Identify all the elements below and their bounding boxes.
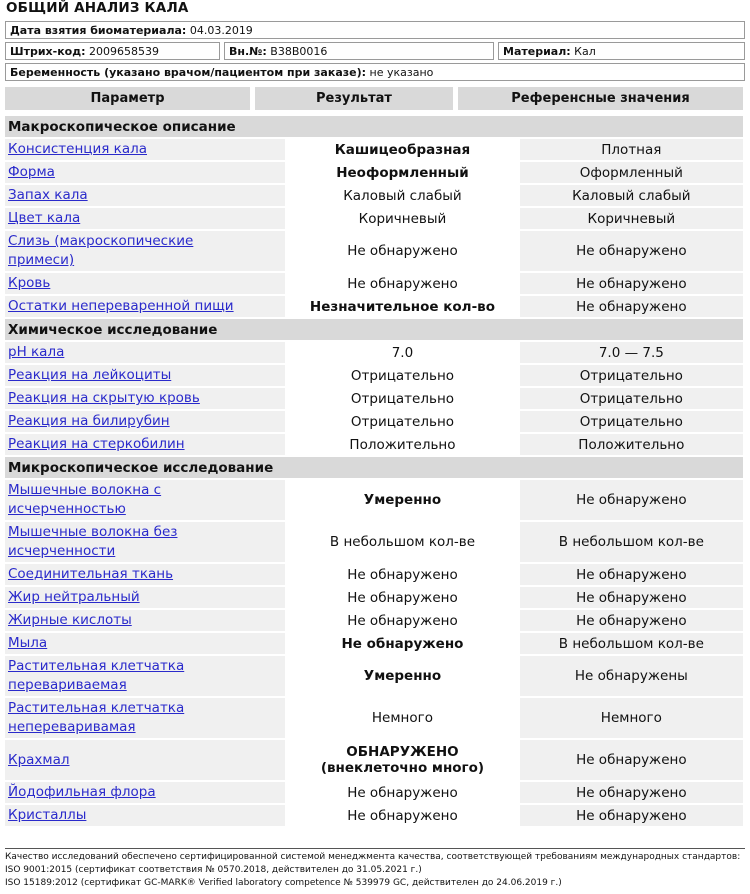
reference-cell: Не обнаружено <box>520 610 743 631</box>
param-link[interactable]: Жир нейтральный <box>8 589 140 605</box>
barcode-field <box>5 42 220 60</box>
result-cell <box>291 365 514 386</box>
result-cell <box>291 740 514 780</box>
reference-cell: Положительно <box>520 434 743 455</box>
collection-date-field <box>5 21 745 39</box>
result-cell <box>291 162 514 183</box>
param-cell <box>5 273 285 294</box>
table-row <box>5 162 743 183</box>
param-link[interactable]: Реакция на лейкоциты <box>8 367 172 383</box>
param-cell <box>5 411 285 432</box>
param-cell <box>5 564 285 585</box>
param-link[interactable]: исчерченности <box>8 543 116 559</box>
result-cell <box>291 388 514 409</box>
result-value: Неоформленный <box>336 164 469 181</box>
section-header <box>5 457 743 478</box>
param-link[interactable]: примеси) <box>8 252 75 268</box>
result-value: Незначительное кол-во <box>309 298 495 315</box>
table-row <box>5 522 743 562</box>
footer-line-3: ISO 15189:2012 (сертификат GC-MARK® Verified laboratory competence № 539979 GC, действителен до 24.06.2019 г.) <box>5 878 562 888</box>
table-row <box>5 564 743 585</box>
reference-cell: Не обнаружены <box>520 656 743 696</box>
table-row <box>5 434 743 455</box>
param-cell <box>5 480 285 520</box>
barcode-value: 2009658539 <box>89 45 160 58</box>
table-row <box>5 698 743 738</box>
footer <box>5 848 745 890</box>
param-link[interactable]: Запах кала <box>8 187 88 203</box>
param-cell <box>5 805 285 826</box>
ext-number-field <box>224 42 494 60</box>
pregnancy-field <box>5 63 745 81</box>
reference-cell: Отрицательно <box>520 388 743 409</box>
result-cell <box>291 564 514 585</box>
param-link[interactable]: Мыла <box>8 635 48 651</box>
footer-line-1: Качество исследований обеспечено сертифицированной системой менеджмента качества, соответствующей требованиям международных стандартов: <box>5 852 741 862</box>
table-row <box>5 782 743 803</box>
result-cell <box>291 698 514 738</box>
result-cell <box>291 208 514 229</box>
table-row <box>5 480 743 520</box>
reference-cell: Немного <box>520 698 743 738</box>
table-row <box>5 185 743 206</box>
result-cell <box>291 480 514 520</box>
param-link[interactable]: Слизь (макроскопические <box>8 233 194 249</box>
report-title: ОБЩИЙ АНАЛИЗ КАЛА <box>6 0 189 16</box>
result-value: Не обнаружено <box>347 243 458 259</box>
param-cell <box>5 162 285 183</box>
result-value: В небольшом кол-ве <box>329 534 476 550</box>
param-link[interactable]: перевариваемая <box>8 677 127 693</box>
section-header <box>5 116 743 137</box>
param-cell <box>5 587 285 608</box>
collection-date-label: Дата взятия биоматериала: <box>10 24 187 37</box>
param-cell <box>5 231 285 271</box>
result-value: ОБНАРУЖЕНО <box>346 744 459 760</box>
table-row <box>5 610 743 631</box>
param-cell <box>5 782 285 803</box>
table-row <box>5 633 743 654</box>
result-cell <box>291 633 514 654</box>
result-value: Не обнаружено <box>347 275 458 292</box>
reference-cell: Оформленный <box>520 162 743 183</box>
param-cell <box>5 633 285 654</box>
section-header <box>5 319 743 340</box>
result-value: Не обнаружено <box>341 635 464 652</box>
section-title: Макроскопическое описание <box>5 116 743 137</box>
param-link[interactable]: Консистенция кала <box>8 141 147 157</box>
param-cell <box>5 656 285 696</box>
result-value: Кашицеобразная <box>334 141 471 158</box>
reference-cell: Не обнаружено <box>520 296 743 317</box>
param-link[interactable]: Реакция на скрытую кровь <box>8 390 200 406</box>
table-row <box>5 365 743 386</box>
reference-cell: Не обнаружено <box>520 782 743 803</box>
result-cell <box>291 782 514 803</box>
param-link[interactable]: Мышечные волокна без <box>8 524 178 540</box>
result-value: Умеренно <box>363 492 442 508</box>
material-label: Материал: <box>503 45 571 58</box>
result-value: Не обнаружено <box>347 566 458 583</box>
reference-cell: Не обнаружено <box>520 231 743 271</box>
result-cell <box>291 434 514 455</box>
param-link[interactable]: исчерченностью <box>8 501 126 517</box>
result-value: Положительно <box>349 436 456 453</box>
reference-cell: Отрицательно <box>520 411 743 432</box>
column-header-ref: Референсные значения <box>458 87 743 110</box>
result-value: (внеклеточно много) <box>320 760 485 776</box>
param-link[interactable]: Соединительная ткань <box>8 566 174 582</box>
param-cell <box>5 434 285 455</box>
reference-cell: Каловый слабый <box>520 185 743 206</box>
param-link[interactable]: Цвет кала <box>8 210 81 226</box>
result-value: Коричневый <box>358 210 447 227</box>
ext-number-label: Вн.№: <box>229 45 267 58</box>
table-row <box>5 388 743 409</box>
result-value: Не обнаружено <box>347 589 458 606</box>
result-value: Отрицательно <box>350 367 455 384</box>
material-field <box>498 42 745 60</box>
param-link[interactable]: Растительная клетчатка <box>8 700 185 716</box>
result-value: Не обнаружено <box>347 612 458 629</box>
param-cell <box>5 698 285 738</box>
result-cell <box>291 411 514 432</box>
barcode-label: Штрих-код: <box>10 45 86 58</box>
result-value: Отрицательно <box>350 390 455 407</box>
param-link[interactable]: Кристаллы <box>8 807 87 823</box>
reference-cell: Не обнаружено <box>520 273 743 294</box>
result-cell <box>291 231 514 271</box>
result-cell <box>291 273 514 294</box>
result-cell <box>291 139 514 160</box>
column-header-result: Результат <box>255 87 453 110</box>
table-row <box>5 805 743 826</box>
footer-line-2: ISO 9001:2015 (сертификат соответствия № 0570.2018, действителен до 31.05.2021 г.) <box>5 865 422 875</box>
reference-cell: Коричневый <box>520 208 743 229</box>
ext-number-value: B38B0016 <box>270 45 328 58</box>
param-link[interactable]: pH кала <box>8 344 65 360</box>
result-cell <box>291 185 514 206</box>
result-cell <box>291 587 514 608</box>
param-cell <box>5 610 285 631</box>
result-cell <box>291 610 514 631</box>
table-row <box>5 587 743 608</box>
section-title: Химическое исследование <box>5 319 743 340</box>
param-link[interactable]: Реакция на билирубин <box>8 413 170 429</box>
result-cell <box>291 805 514 826</box>
table-row <box>5 139 743 160</box>
param-cell <box>5 296 285 317</box>
table-row <box>5 656 743 696</box>
param-link[interactable]: Остатки непереваренной пищи <box>8 298 234 314</box>
param-cell <box>5 365 285 386</box>
result-cell <box>291 296 514 317</box>
reference-cell: Не обнаружено <box>520 564 743 585</box>
reference-cell: Отрицательно <box>520 365 743 386</box>
result-cell <box>291 522 514 562</box>
table-row <box>5 208 743 229</box>
param-link[interactable]: Растительная клетчатка <box>8 658 185 674</box>
column-header-param: Параметр <box>5 87 250 110</box>
param-link[interactable]: Жирные кислоты <box>8 612 132 628</box>
table-row <box>5 411 743 432</box>
section-title: Микроскопическое исследование <box>5 457 743 478</box>
param-cell <box>5 740 285 780</box>
reference-cell: В небольшом кол-ве <box>520 522 743 562</box>
result-value: Умеренно <box>363 668 442 684</box>
table-row <box>5 740 743 780</box>
reference-cell: Не обнаружено <box>520 805 743 826</box>
result-value: Отрицательно <box>350 413 455 430</box>
result-value: Не обнаружено <box>347 784 458 801</box>
table-row <box>5 273 743 294</box>
param-link[interactable]: Мышечные волокна с <box>8 482 162 498</box>
result-cell <box>291 342 514 363</box>
param-link[interactable]: непереваривамая <box>8 719 136 735</box>
result-cell <box>291 656 514 696</box>
param-cell <box>5 388 285 409</box>
collection-date-value: 04.03.2019 <box>189 24 253 37</box>
param-link[interactable]: Кровь <box>8 275 51 291</box>
table-row <box>5 296 743 317</box>
pregnancy-label: Беременность (указано врачом/пациентом при заказе): <box>10 66 367 79</box>
param-link[interactable]: Йодофильная флора <box>8 784 156 800</box>
reference-cell: Не обнаружено <box>520 740 743 780</box>
results-table <box>5 114 743 828</box>
param-link[interactable]: Крахмал <box>8 751 70 768</box>
result-value: 7.0 <box>391 344 414 361</box>
result-value: Немного <box>371 710 433 726</box>
param-cell <box>5 139 285 160</box>
reference-cell: 7.0 — 7.5 <box>520 342 743 363</box>
reference-cell: Не обнаружено <box>520 480 743 520</box>
material-value: Кал <box>574 45 596 58</box>
table-row <box>5 231 743 271</box>
table-row <box>5 342 743 363</box>
reference-cell: В небольшом кол-ве <box>520 633 743 654</box>
pregnancy-value: не указано <box>369 66 434 79</box>
reference-cell: Плотная <box>520 139 743 160</box>
param-cell <box>5 185 285 206</box>
param-cell <box>5 342 285 363</box>
param-cell <box>5 522 285 562</box>
reference-cell: Не обнаружено <box>520 587 743 608</box>
param-link[interactable]: Реакция на стеркобилин <box>8 436 185 452</box>
param-link[interactable]: Форма <box>8 164 55 180</box>
param-cell <box>5 208 285 229</box>
result-value: Не обнаружено <box>347 807 458 824</box>
result-value: Каловый слабый <box>343 187 462 204</box>
